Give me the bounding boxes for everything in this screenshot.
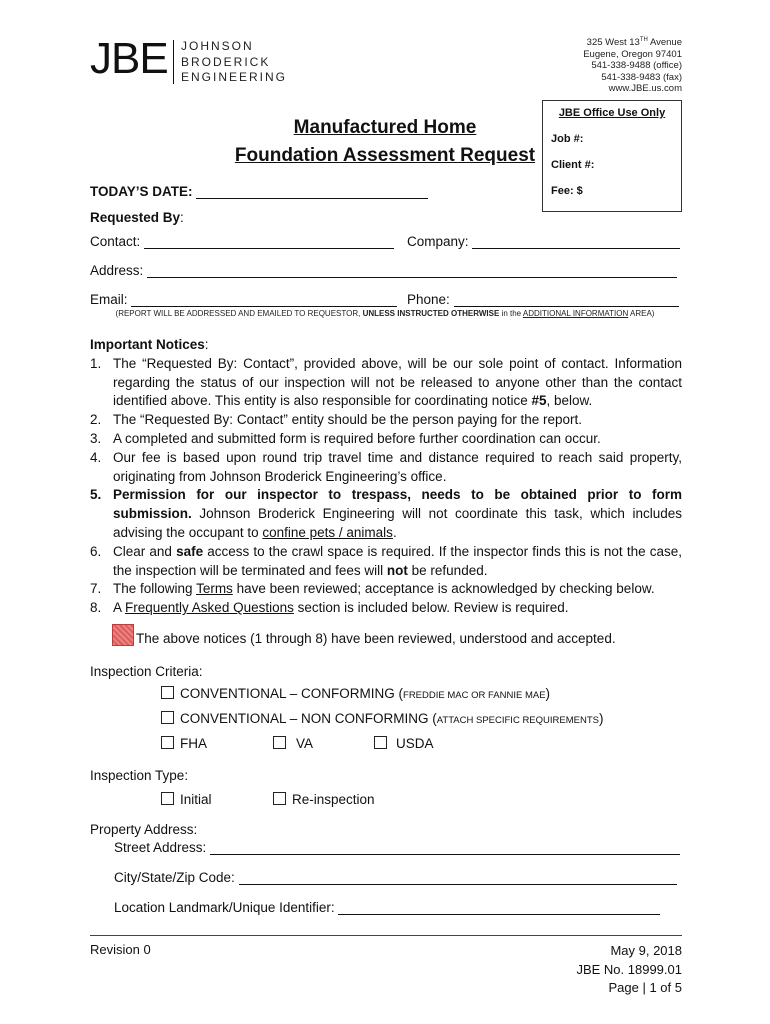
notice-item-6: 6. Clear and safe access to the crawl space is required. If the inspector finds this is not the case, the inspection will be terminated and fees will not be refunded. — [90, 543, 682, 578]
logo-wordmark — [181, 39, 287, 86]
footer-jbe-number: JBE No. 18999.01 — [576, 961, 682, 977]
landmark-field[interactable] — [338, 901, 660, 915]
nonconforming-option[interactable]: CONVENTIONAL – NON CONFORMING (ATTACH SPECIFIC REQUIREMENTS) — [161, 711, 603, 726]
address-row — [90, 263, 677, 278]
street-address-label: Street Address: — [114, 840, 207, 855]
address-city: Eugene, Oregon 97401 — [583, 48, 682, 60]
email-row — [90, 292, 397, 307]
todays-date-field[interactable] — [196, 185, 428, 199]
address-street: 325 West 13TH Avenue — [586, 37, 682, 49]
nonconforming-checkbox[interactable] — [161, 711, 174, 724]
fha-checkbox[interactable] — [161, 736, 174, 749]
acknowledgement-label: The above notices (1 through 8) have been reviewed, understood and accepted. — [136, 631, 616, 646]
requested-by-row: Requested By: — [90, 210, 184, 225]
street-address-row — [114, 840, 680, 855]
usda-checkbox[interactable] — [374, 736, 387, 749]
inspection-criteria-label: Inspection Criteria: — [90, 664, 203, 679]
usda-option[interactable]: USDA — [374, 736, 434, 751]
footer-info — [576, 942, 682, 998]
important-notices — [90, 336, 682, 618]
revision-label: Revision 0 — [90, 942, 151, 957]
logo-line-2: BRODERICK — [181, 54, 271, 69]
address-field[interactable] — [147, 264, 677, 278]
logo-mark: JBE — [90, 34, 168, 83]
company-label: Company: — [407, 234, 469, 249]
va-option[interactable]: VA — [273, 736, 313, 751]
office-use-title: JBE Office Use Only — [558, 107, 666, 119]
footer-divider — [90, 935, 682, 936]
city-state-zip-field[interactable] — [239, 871, 677, 885]
phone-office: 541-338-9488 (office) — [591, 60, 682, 72]
confine-pets-link[interactable]: confine pets / animals — [262, 524, 393, 540]
company-row — [407, 234, 680, 249]
company-field[interactable] — [472, 235, 680, 249]
requested-by-label: Requested By — [90, 210, 181, 225]
job-number-field[interactable]: Job #: — [551, 133, 584, 145]
notice-item-7: 7. The following Terms have been reviewed; acceptance is acknowledged by checking below. — [90, 581, 655, 597]
faq-link[interactable]: Frequently Asked Questions — [125, 600, 294, 616]
notice-item-1: 1. The “Requested By: Contact”, provided above, will be our sole point of contact. Information regarding the status of our inspection will not be released to anyone other than the contact identified above. This entity is also responsible for coordinating notice #5, below. — [90, 355, 682, 409]
page-title — [230, 114, 540, 170]
footer-page-number: Page | 1 of 5 — [608, 980, 682, 995]
terms-link[interactable]: Terms — [196, 581, 233, 597]
notices-list — [90, 355, 682, 618]
notice-item-8: 8. A Frequently Asked Questions section is included below. Review is required. — [90, 600, 569, 616]
landmark-row — [114, 900, 660, 915]
client-number-field[interactable]: Client #: — [551, 159, 595, 171]
contact-row — [90, 234, 394, 249]
acknowledgement-checkbox[interactable] — [112, 624, 134, 646]
notice-item-2: 2. The “Requested By: Contact” entity should be the person paying for the report. — [90, 412, 583, 428]
company-address — [583, 35, 682, 95]
city-state-zip-row — [114, 870, 677, 885]
todays-date-label: TODAY’S DATE: — [90, 184, 193, 199]
reinspection-option[interactable]: Re-inspection — [273, 792, 375, 807]
initial-checkbox[interactable] — [161, 792, 174, 805]
initial-option[interactable]: Initial — [161, 792, 212, 807]
office-use-box — [542, 100, 682, 212]
logo-divider — [173, 40, 174, 84]
reinspection-checkbox[interactable] — [273, 792, 286, 805]
title-line-1: Manufactured Home — [293, 117, 477, 138]
city-state-zip-label: City/State/Zip Code: — [114, 870, 235, 885]
fha-option[interactable]: FHA — [161, 736, 207, 751]
fee-field[interactable]: Fee: $ — [551, 185, 583, 197]
notice-item-3: 3. A completed and submitted form is required before further coordination can occur. — [90, 430, 601, 446]
phone-fax: 541-338-9483 (fax) — [601, 71, 682, 83]
email-field[interactable] — [131, 293, 397, 307]
va-checkbox[interactable] — [273, 736, 286, 749]
conforming-checkbox[interactable] — [161, 686, 174, 699]
property-address-label: Property Address: — [90, 822, 198, 837]
phone-field[interactable] — [454, 293, 679, 307]
contact-label: Contact: — [90, 234, 141, 249]
landmark-label: Location Landmark/Unique Identifier: — [114, 900, 335, 915]
street-address-field[interactable] — [210, 841, 680, 855]
email-label: Email: — [90, 292, 128, 307]
address-label: Address: — [90, 263, 144, 278]
notice-item-4: 4. Our fee is based upon round trip travel time and distance required to reach said property, originating from Johnson Broderick Engineering’s office. — [90, 449, 682, 484]
notices-heading: Important Notices: — [90, 337, 209, 352]
report-note: (REPORT WILL BE ADDRESSED AND EMAILED TO REQUESTOR, UNLESS INSTRUCTED OTHERWISE in the ADDITIONAL INFORMATION AREA) — [115, 309, 655, 318]
inspection-type-label: Inspection Type: — [90, 768, 189, 783]
additional-info-link[interactable]: ADDITIONAL INFORMATION — [522, 309, 629, 318]
logo-line-3: ENGINEERING — [181, 70, 288, 84]
phone-label: Phone: — [407, 292, 450, 307]
title-line-2: Foundation Assessment Request — [234, 145, 536, 166]
conforming-option[interactable]: CONVENTIONAL – CONFORMING (FREDDIE MAC OR FANNIE MAE) — [161, 686, 550, 701]
footer-date: May 9, 2018 — [610, 943, 682, 958]
website-link[interactable]: www.JBE.us.com — [608, 83, 682, 95]
contact-field[interactable] — [144, 235, 394, 249]
todays-date-row — [90, 184, 428, 199]
notice-item-5: 5. Permission for our inspector to trespass, needs to be obtained prior to form submission. Johnson Broderick Engineering will not coordinate this task, which includes advising the occupant to confine pets / animals. — [90, 487, 682, 540]
logo-line-1: JOHNSON — [181, 39, 254, 53]
phone-row — [407, 292, 679, 307]
